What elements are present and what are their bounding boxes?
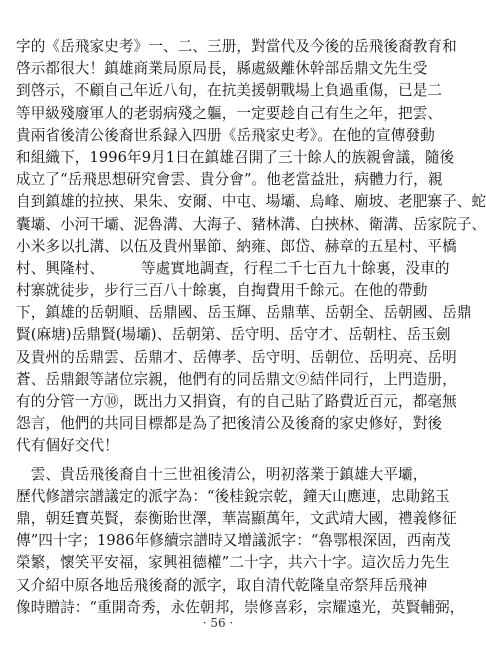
text-line: 囊壩、小河干壩、泥魯溝、大海子、豬林溝、白挾林、衛溝、岳家院子、 [16,215,486,233]
text-line: 村、興隆村、 等處實地調查，行程二千七百九十餘裏，没車的 [16,259,450,277]
text-line: 怨言，他們的共同目標都是為了把後清公及後裔的家史修好，對後 [16,415,443,433]
text-line: 到啓示，不顧自己年近八旬，在抗美援朝戰場上負過重傷，已是二 [16,82,443,100]
paragraph-1 [16,36,486,458]
text-line: 小米多以扎溝、以伍及貴州畢節、納雍、郎岱、赫章的五星村、平橋 [16,237,457,255]
text-line: 傳”四十字；1986年修續宗譜時又增議派字：“魯鄂根深固，西南茂 [16,532,451,550]
text-line: 雲、貴岳飛後裔自十三世祖後清公，明初落業于鎮雄大平壩， [16,465,428,483]
text-line: 代有個好交代！ [16,437,119,455]
text-line: 像時贈詩：“重開奇秀，永佐朝邦，崇修喜彩，宗耀遠光，英賢輔弼， [16,598,465,616]
text-line: 有的分管一方⑩，既出力又捐資，有的自己貼了路費近百元，都毫無 [16,393,457,410]
text-line: 鼎，朝廷寶英賢，泰衡貽世澤，華嵩顯萬年，文武靖大國，禮義修征 [16,509,457,527]
text-line: 字的《岳飛家史考》一、二、三册，對當代及今後的岳飛後裔教育和 [16,38,457,55]
text-line: 下，鎮雄的岳朝順、岳鼎國、岳玉輝、岳鼎華、岳朝全、岳朝國、岳鼎 [16,304,472,322]
text-line: 又介紹中原各地岳飛後裔的派字，取自清代乾隆皇帝祭拜岳飛神 [16,576,428,594]
text-line: 賢(麻塘)岳鼎賢(場壩)、岳朝第、岳守明、岳守才、岳朝柱、岳玉劍 [16,326,451,344]
text-line: 蒼、岳鼎銀等諸位宗親，他們有的同岳鼎文⑨結伴同行，上門造册， [16,370,457,388]
text-line: 歷代修譜宗譜議定的派字為：“後桂銳宗乾，鐘天山應連，忠勛銘玉 [16,487,450,505]
text-line: 啓示都很大！鎮雄商業局原局長，縣處級離休幹部岳鼎文先生受 [16,60,428,78]
page-number: · 56 · [202,616,234,630]
text-line: 貴兩省後清公後裔世系録入四册《岳飛家史考》。在他的宣傳發動 [16,126,435,144]
text-line: 村寨就徒步，步行三百八十餘裏，自掏費用千餘元。在他的帶動 [16,282,428,300]
paragraph-2 [16,464,465,619]
text-line: 等甲級殘廢軍人的老弱病殘之軀，一定要趁自己有生之年，把雲、 [16,104,443,122]
text-line: 榮繁，懷笑平安福，家興祖德權”二十字，共六十字。這次岳力先生 [16,554,450,572]
page-text [16,36,486,619]
text-line: 自到鎮雄的拉挾、果朱、安爾、中屯、場壩、烏峰、廟坡、老肥寨子、蛇 [16,193,486,211]
text-line: 成立了“岳飛思想研究會雲、貴分會”。他老當益壯，病體力行，親 [16,171,443,189]
text-line: 及貴州的岳鼎雲、岳鼎才、岳傳孝、岳守明、岳朝位、岳明亮、岳明 [16,348,457,366]
text-line: 和組織下，1996年9月1日在鎮雄召開了三十餘人的族親會議，隨後 [16,148,455,166]
